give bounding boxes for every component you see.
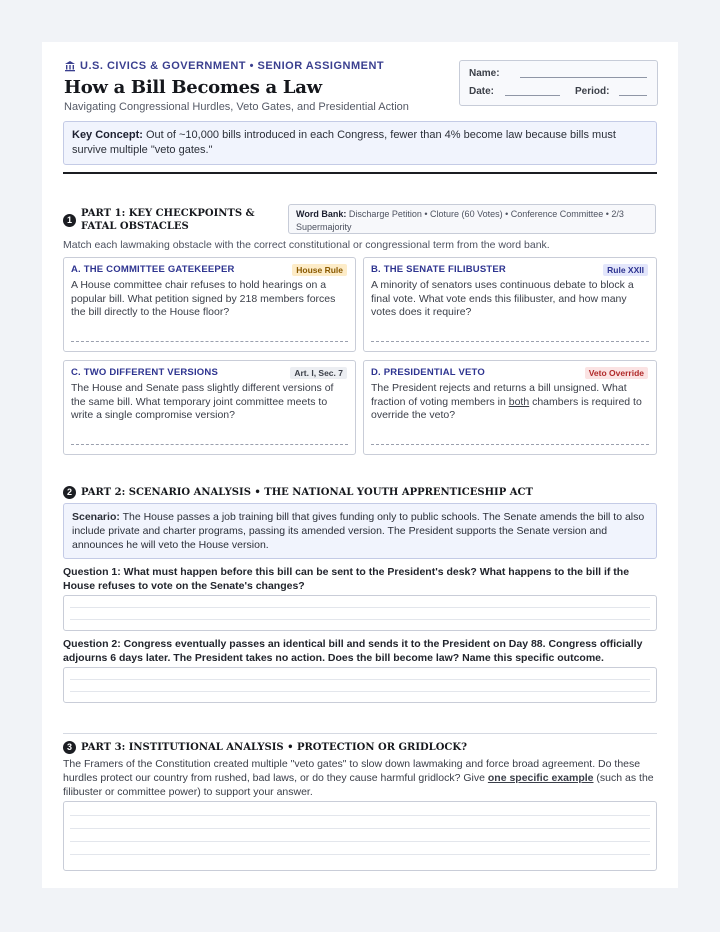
word-bank-label: Word Bank: (296, 209, 347, 219)
card-badge: House Rule (292, 264, 347, 276)
question-1: Question 1: What must happen before this bill can be sent to the President's desk? What happens to the bill if the House refuses to vote on the Senate's changes? (63, 566, 630, 592)
section-divider (63, 733, 657, 734)
emphasis-both: both (508, 395, 530, 408)
part3-number-badge: 3 (63, 741, 76, 754)
question-2: Question 2: Congress eventually passes an identical bill and sends it to the President on Day 88. Congress officially adjourns 6 days later. The President takes no action. Does the bill become law? Name this specific outcome. (63, 638, 643, 664)
page-title: How a Bill Becomes a Law (64, 77, 322, 98)
ruled-line (70, 854, 650, 855)
ruled-line (70, 691, 650, 692)
ruled-line (70, 828, 650, 829)
obstacle-card-d (363, 360, 657, 455)
header-divider (63, 172, 657, 174)
scenario-text: The House passes a job training bill that gives funding only to public schools. The Senate amends the bill to also include private and charter programs, passing its amended version. The President supports the Senate version and announces he will veto the House version. (72, 511, 645, 551)
part1-title: PART 1: KEY CHECKPOINTS & FATAL OBSTACLES (81, 208, 255, 232)
card-answer-line[interactable] (371, 444, 649, 445)
card-answer-line[interactable] (371, 341, 649, 342)
scenario-box (63, 503, 657, 559)
date-field[interactable] (505, 95, 560, 96)
ruled-line (70, 619, 650, 620)
obstacle-card-c (63, 360, 356, 455)
ruled-line (70, 679, 650, 680)
kicker-text: U.S. CIVICS & GOVERNMENT • SENIOR ASSIGNMENT (80, 60, 385, 72)
ruled-line (70, 815, 650, 816)
obstacle-card-b (363, 257, 657, 352)
ruled-line (70, 607, 650, 608)
scenario-label: Scenario: (72, 511, 120, 523)
name-field[interactable] (520, 77, 647, 78)
card-question: The President rejects and returns a bill unsigned. What fraction of voting members in both chambers is required to override the veto? (371, 382, 642, 421)
name-label: Name: (469, 68, 500, 79)
key-concept-box (63, 121, 657, 165)
card-badge: Art. I, Sec. 7 (290, 367, 347, 379)
part2-title: PART 2: SCENARIO ANALYSIS • THE NATIONAL YOUTH APPRENTICESHIP ACT (81, 487, 533, 498)
ruled-line (70, 841, 650, 842)
part3-title: PART 3: INSTITUTIONAL ANALYSIS • PROTECTION OR GRIDLOCK? (81, 742, 467, 753)
card-badge: Rule XXII (603, 264, 648, 276)
part2-number-badge: 2 (63, 486, 76, 499)
card-answer-line[interactable] (71, 341, 348, 342)
worksheet-page (42, 42, 678, 888)
part3-prompt: The Framers of the Constitution created multiple "veto gates" to slow down lawmaking and force broad agreement. Do these hurdles protect our country from rushed, bad laws, or do they cause harmful gridlock? Give one specific example (such as the filibuster or committee power) to support your answer. (63, 758, 654, 798)
period-label: Period: (575, 86, 610, 97)
key-concept-text: Out of ~10,000 bills introduced in each Congress, fewer than 4% become law because bills must survive multiple "veto gates." (72, 129, 616, 156)
part1-instructions: Match each lawmaking obstacle with the correct constitutional or congressional term from the word bank. (63, 239, 550, 251)
key-concept-label: Key Concept: (72, 129, 143, 141)
card-answer-line[interactable] (71, 444, 348, 445)
card-question: A House committee chair refuses to hold hearings on a popular bill. What petition signed by 218 members forces the bill directly to the House floor? (71, 279, 336, 318)
card-question: A minority of senators uses continuous debate to block a final vote. What vote ends this filibuster, and how many votes does it require? (371, 279, 634, 318)
obstacle-card-a (63, 257, 356, 352)
page-subtitle: Navigating Congressional Hurdles, Veto Gates, and Presidential Action (64, 101, 409, 113)
card-heading: C. TWO DIFFERENT VERSIONS (71, 367, 218, 378)
part1-number-badge: 1 (63, 214, 76, 227)
emphasis-one-specific-example: one specific example (487, 772, 594, 784)
period-field[interactable] (619, 95, 647, 96)
course-kicker (64, 60, 384, 72)
capitol-building-icon (64, 60, 76, 72)
card-heading: B. THE SENATE FILIBUSTER (371, 264, 506, 275)
student-info-box (459, 60, 658, 106)
question-2-answer-box[interactable] (63, 667, 657, 703)
word-bank (288, 204, 656, 234)
date-label: Date: (469, 86, 495, 97)
card-heading: A. THE COMMITTEE GATEKEEPER (71, 264, 235, 275)
word-bank-terms: Discharge Petition • Cloture (60 Votes) • Conference Committee • 2/3 Supermajority (296, 209, 624, 232)
card-question: The House and Senate pass slightly different versions of the same bill. What temporary joint committee meets to write a single compromise version? (71, 382, 334, 421)
part3-answer-box[interactable] (63, 801, 657, 871)
card-heading: D. PRESIDENTIAL VETO (371, 367, 485, 378)
question-1-answer-box[interactable] (63, 595, 657, 631)
card-badge: Veto Override (585, 367, 648, 379)
